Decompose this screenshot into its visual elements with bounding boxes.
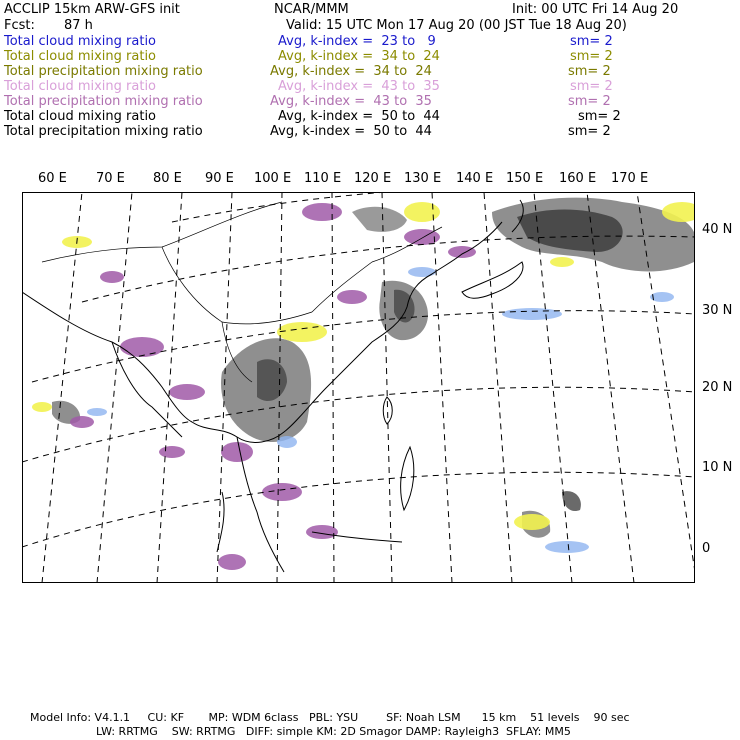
field-avg: Avg, k-index = 43 to 35 <box>278 79 440 94</box>
lon-label: 140 E <box>456 171 494 186</box>
field-name: Total cloud mixing ratio <box>4 79 157 94</box>
org-label: NCAR/MMM <box>274 2 349 17</box>
field-sm: sm= 2 <box>568 64 611 79</box>
lon-label: 160 E <box>559 171 597 186</box>
model-title: ACCLIP 15km ARW-GFS init <box>4 2 180 17</box>
field-sm: sm= 2 <box>570 79 613 94</box>
field-avg: Avg, k-index = 34 to 24 <box>278 49 440 64</box>
model-info-line1: Model Info: V4.1.1 CU: KF MP: WDM 6class PBL: YSU SF: Noah LSM 15 km 51 levels 90 sec <box>30 711 630 724</box>
lon-label: 130 E <box>404 171 442 186</box>
lat-label: 20 N <box>702 380 733 395</box>
field-sm: sm= 2 <box>568 124 611 139</box>
lat-label: 10 N <box>702 460 733 475</box>
field-avg: Avg, k-index = 50 to 44 <box>270 124 432 139</box>
lon-label: 170 E <box>611 171 649 186</box>
lat-label: 0 <box>702 541 711 556</box>
field-name: Total precipitation mixing ratio <box>4 94 203 109</box>
field-sm: sm= 2 <box>570 34 613 49</box>
field-name: Total precipitation mixing ratio <box>4 124 203 139</box>
field-sm: sm= 2 <box>578 109 621 124</box>
lon-label: 120 E <box>354 171 392 186</box>
init-time: Init: 00 UTC Fri 14 Aug 20 <box>512 2 679 17</box>
valid-time: Valid: 15 UTC Mon 17 Aug 20 (00 JST Tue 18 Aug 20) <box>286 18 627 33</box>
weather-map <box>22 192 695 583</box>
lat-label: 30 N <box>702 303 733 318</box>
lon-label: 80 E <box>153 171 182 186</box>
lon-label: 110 E <box>304 171 342 186</box>
field-sm: sm= 2 <box>568 94 611 109</box>
lon-label: 70 E <box>96 171 125 186</box>
field-avg: Avg, k-index = 43 to 35 <box>270 94 432 109</box>
lon-label: 60 E <box>38 171 67 186</box>
field-name: Total precipitation mixing ratio <box>4 64 203 79</box>
field-avg: Avg, k-index = 34 to 24 <box>270 64 432 79</box>
fcst-value: 87 h <box>64 18 93 33</box>
field-name: Total cloud mixing ratio <box>4 49 157 64</box>
lat-label: 40 N <box>702 222 733 237</box>
field-name: Total cloud mixing ratio <box>4 34 157 49</box>
lon-label: 150 E <box>506 171 544 186</box>
field-avg: Avg, k-index = 50 to 44 <box>278 109 440 124</box>
field-avg: Avg, k-index = 23 to 9 <box>278 34 436 49</box>
lon-label: 100 E <box>254 171 292 186</box>
lon-label: 90 E <box>205 171 234 186</box>
field-sm: sm= 2 <box>570 49 613 64</box>
fcst-label: Fcst: <box>4 18 35 33</box>
model-info-line2: LW: RRTMG SW: RRTMG DIFF: simple KM: 2D Smagor DAMP: Rayleigh3 SFLAY: MM5 <box>96 725 571 738</box>
field-name: Total cloud mixing ratio <box>4 109 157 124</box>
